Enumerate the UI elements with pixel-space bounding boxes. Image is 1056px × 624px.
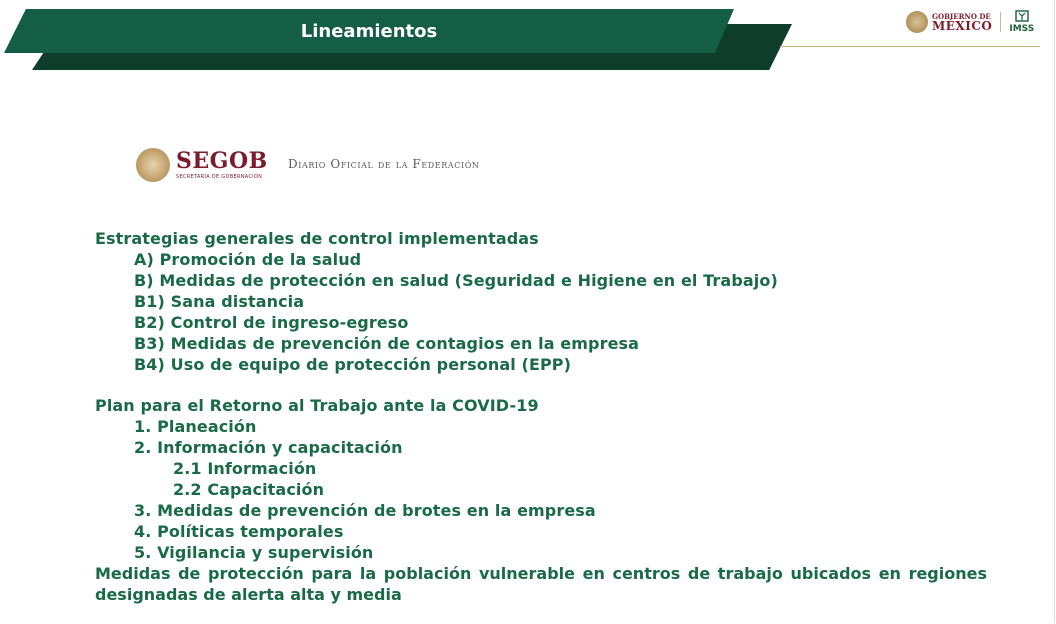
sub-list-item: 2.2 Capacitación — [173, 480, 325, 499]
list-item: B2) Control de ingreso-egreso — [134, 313, 409, 332]
segob-subtitle: SECRETARÍA DE GOBERNACIÓN — [176, 174, 263, 180]
dof-label: Diario Oficial de la Federación — [288, 157, 480, 171]
national-seal-icon — [906, 11, 928, 33]
list-item: 1. Planeación — [134, 417, 257, 436]
list-item: 5. Vigilancia y supervisión — [134, 543, 374, 562]
imss-label: IMSS — [1009, 24, 1035, 34]
logo-separator — [1000, 12, 1001, 32]
segob-words — [176, 150, 268, 180]
list-item: B1) Sana distancia — [134, 292, 305, 311]
list-item: B) Medidas de protección en salud (Seguridad e Higiene en el Trabajo) — [134, 271, 778, 290]
header-divider — [780, 46, 1040, 47]
list-item: 2. Información y capacitación — [134, 438, 403, 457]
gobierno-small-label: GOBIERNO DE — [932, 11, 991, 21]
segob-name: SEGOB — [176, 148, 268, 174]
imss-logo — [1009, 10, 1034, 34]
segob-logo — [136, 148, 268, 182]
page-title: Lineamientos — [300, 20, 438, 42]
section1-heading: Estrategias generales de control implementadas — [95, 229, 539, 248]
section3-paragraph: Medidas de protección para la población vulnerable en centros de trabajo ubicados en regiones designadas de alerta alta y media — [95, 564, 987, 604]
sub-list-item: 2.1 Información — [173, 459, 317, 478]
gobierno-text — [932, 13, 992, 32]
list-item: 3. Medidas de prevención de brotes en la empresa — [134, 501, 596, 520]
list-item: 4. Políticas temporales — [134, 522, 344, 541]
section2-heading: Plan para el Retorno al Trabajo ante la COVID-19 — [95, 396, 539, 415]
gobierno-big-label: MÉXICO — [932, 18, 993, 33]
imss-emblem-icon — [1015, 10, 1029, 22]
list-item: B4) Uso de equipo de protección personal (EPP) — [134, 355, 572, 374]
list-item: A) Promoción de la salud — [134, 250, 362, 269]
gobierno-mexico-logo — [906, 10, 1034, 34]
list-item: B3) Medidas de prevención de contagios en la empresa — [134, 334, 640, 353]
segob-seal-icon — [136, 148, 170, 182]
